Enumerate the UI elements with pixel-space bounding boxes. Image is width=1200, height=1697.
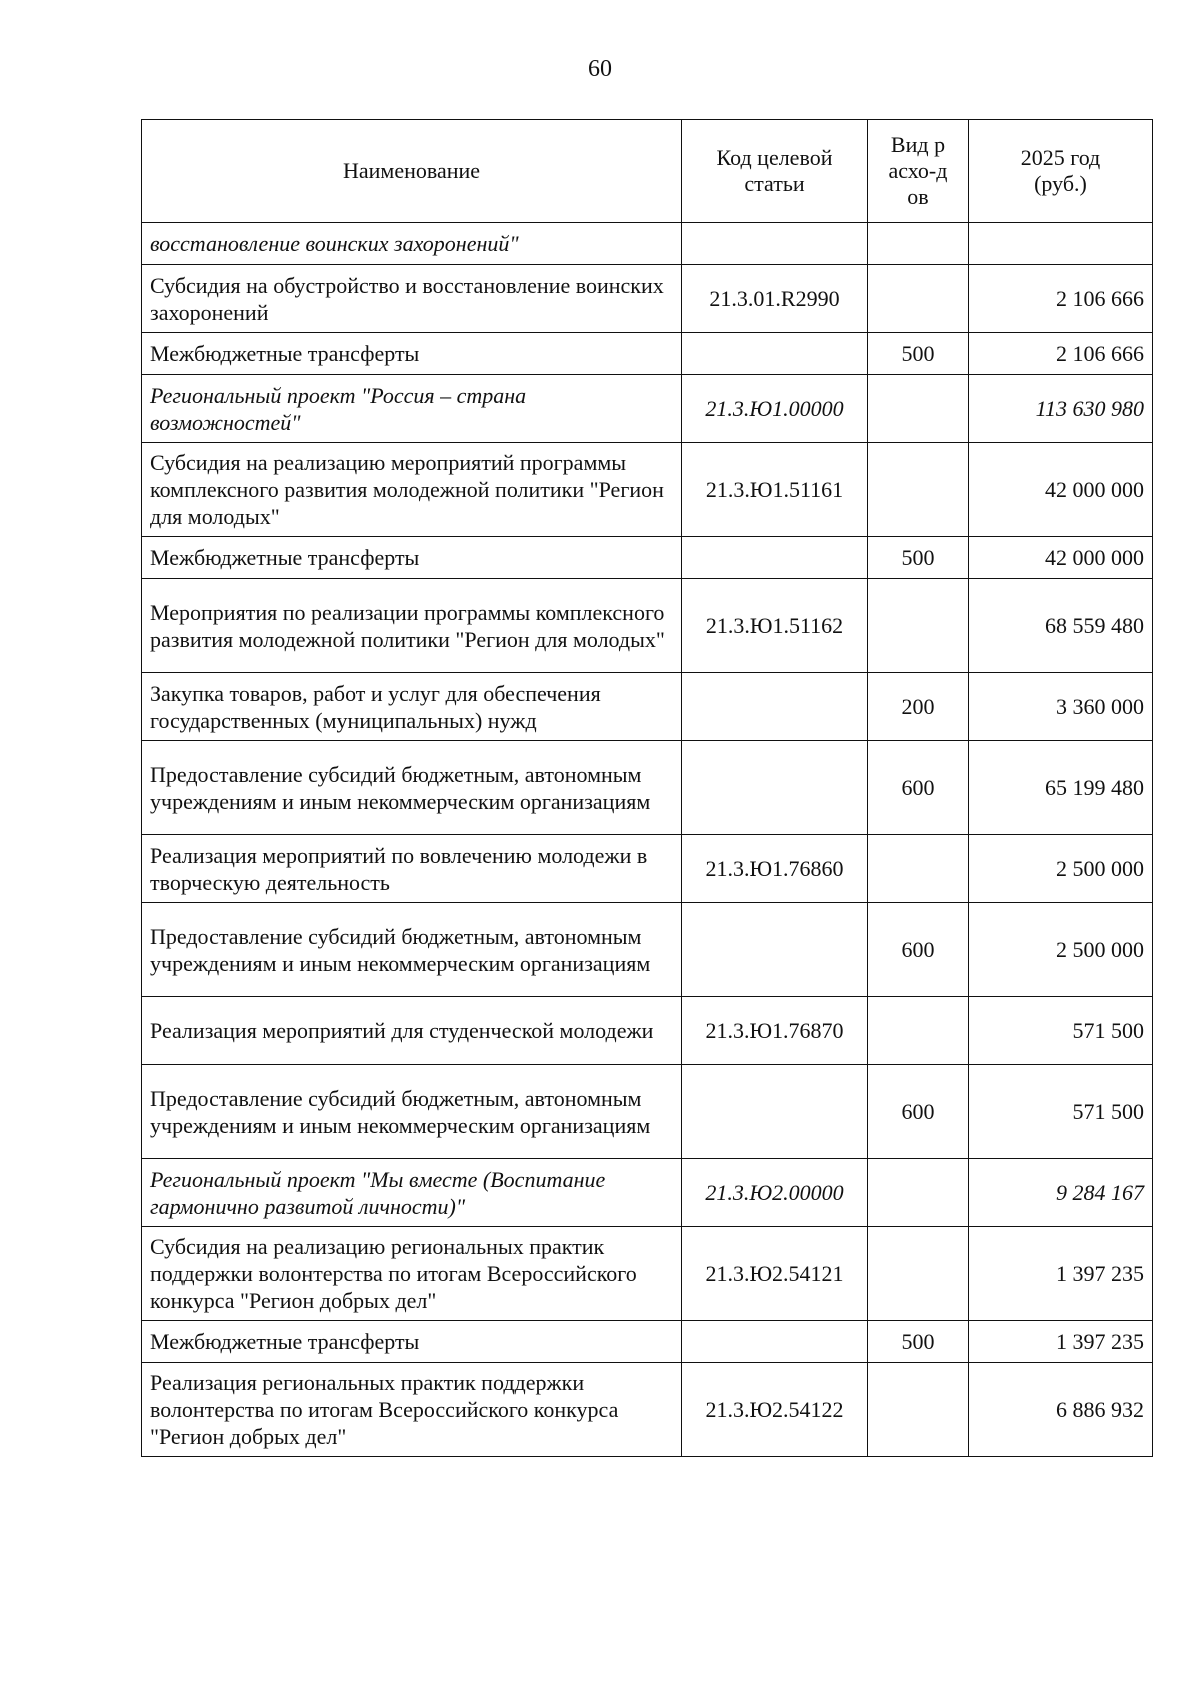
- row-code-cell: [682, 903, 868, 997]
- row-amount-cell: 571 500: [969, 997, 1153, 1065]
- row-amount-cell: 2 106 666: [969, 333, 1153, 375]
- row-amount-cell: 3 360 000: [969, 673, 1153, 741]
- row-amount-cell: 2 500 000: [969, 903, 1153, 997]
- row-name-cell: Реализация мероприятий для студенческой молодежи: [142, 997, 682, 1065]
- row-type-cell: 500: [868, 333, 969, 375]
- table-row: [142, 673, 1153, 741]
- row-name-cell: восстановление воинских захоронений": [142, 223, 682, 265]
- row-type-cell: 600: [868, 1065, 969, 1159]
- row-amount-cell: 2 106 666: [969, 265, 1153, 333]
- table-row: [142, 997, 1153, 1065]
- row-name-cell: Межбюджетные трансферты: [142, 1321, 682, 1363]
- table-row: [142, 265, 1153, 333]
- row-code-cell: [682, 741, 868, 835]
- row-type-cell: [868, 443, 969, 537]
- row-type-cell: [868, 835, 969, 903]
- row-name-cell: Региональный проект "Россия – страна возможностей": [142, 375, 682, 443]
- row-type-cell: [868, 1227, 969, 1321]
- table-body: [142, 223, 1153, 1457]
- table-row: [142, 903, 1153, 997]
- row-code-cell: [682, 223, 868, 265]
- row-amount-cell: 113 630 980: [969, 375, 1153, 443]
- row-code-cell: [682, 333, 868, 375]
- row-type-cell: 500: [868, 537, 969, 579]
- row-type-cell: 200: [868, 673, 969, 741]
- row-type-cell: [868, 579, 969, 673]
- row-type-cell: 500: [868, 1321, 969, 1363]
- row-name-cell: Предоставление субсидий бюджетным, автономным учреждениям и иным некоммерческим организациям: [142, 903, 682, 997]
- row-amount-cell: 68 559 480: [969, 579, 1153, 673]
- row-amount-cell: 6 886 932: [969, 1363, 1153, 1457]
- budget-table: [141, 119, 1153, 1457]
- row-code-cell: 21.3.Ю1.00000: [682, 375, 868, 443]
- table-row: [142, 223, 1153, 265]
- row-amount-cell: 571 500: [969, 1065, 1153, 1159]
- row-name-cell: Межбюджетные трансферты: [142, 333, 682, 375]
- row-name-cell: Предоставление субсидий бюджетным, автономным учреждениям и иным некоммерческим организациям: [142, 741, 682, 835]
- table-row: [142, 1065, 1153, 1159]
- row-name-cell: Закупка товаров, работ и услуг для обеспечения государственных (муниципальных) нужд: [142, 673, 682, 741]
- table-row: [142, 1159, 1153, 1227]
- row-code-cell: [682, 537, 868, 579]
- table-row: [142, 537, 1153, 579]
- row-code-cell: 21.3.Ю1.51162: [682, 579, 868, 673]
- row-type-cell: 600: [868, 903, 969, 997]
- row-name-cell: Субсидия на реализацию региональных практик поддержки волонтерства по итогам Всероссийского конкурса "Регион добрых дел": [142, 1227, 682, 1321]
- header-amount-text: 2025 год (руб.): [1020, 145, 1101, 196]
- header-amount: [969, 120, 1153, 223]
- row-amount-cell: 42 000 000: [969, 443, 1153, 537]
- row-type-cell: [868, 997, 969, 1065]
- row-amount-cell: 1 397 235: [969, 1227, 1153, 1321]
- table-row: [142, 375, 1153, 443]
- row-name-cell: Реализация региональных практик поддержки волонтерства по итогам Всероссийского конкурса "Регион добрых дел": [142, 1363, 682, 1457]
- table-row: [142, 579, 1153, 673]
- row-code-cell: 21.3.Ю1.76870: [682, 997, 868, 1065]
- table-row: [142, 1363, 1153, 1457]
- row-type-cell: 600: [868, 741, 969, 835]
- row-amount-cell: 1 397 235: [969, 1321, 1153, 1363]
- row-code-cell: [682, 1065, 868, 1159]
- row-amount-cell: 9 284 167: [969, 1159, 1153, 1227]
- row-type-cell: [868, 1159, 969, 1227]
- row-type-cell: [868, 375, 969, 443]
- row-name-cell: Региональный проект "Мы вместе (Воспитание гармонично развитой личности)": [142, 1159, 682, 1227]
- row-code-cell: 21.3.01.R2990: [682, 265, 868, 333]
- row-name-cell: Межбюджетные трансферты: [142, 537, 682, 579]
- header-type-text: Вид расхо-дов: [888, 132, 948, 209]
- table-row: [142, 1227, 1153, 1321]
- row-name-cell: Субсидия на реализацию мероприятий программы комплексного развития молодежной политики "Регион для молодых": [142, 443, 682, 537]
- row-amount-cell: 42 000 000: [969, 537, 1153, 579]
- table-row: [142, 443, 1153, 537]
- row-code-cell: 21.3.Ю2.54122: [682, 1363, 868, 1457]
- header-code-text: Код целевой статьи: [716, 145, 833, 196]
- header-name-text: Наименование: [342, 158, 481, 183]
- row-name-cell: Реализация мероприятий по вовлечению молодежи в творческую деятельность: [142, 835, 682, 903]
- row-type-cell: [868, 1363, 969, 1457]
- row-code-cell: [682, 1321, 868, 1363]
- row-amount-cell: 2 500 000: [969, 835, 1153, 903]
- table-row: [142, 333, 1153, 375]
- row-name-cell: Предоставление субсидий бюджетным, автономным учреждениям и иным некоммерческим организациям: [142, 1065, 682, 1159]
- row-name-cell: Субсидия на обустройство и восстановление воинских захоронений: [142, 265, 682, 333]
- header-code: [682, 120, 868, 223]
- table-row: [142, 741, 1153, 835]
- row-type-cell: [868, 265, 969, 333]
- table-row: [142, 1321, 1153, 1363]
- page-number: 60: [588, 56, 612, 82]
- row-amount-cell: [969, 223, 1153, 265]
- row-code-cell: 21.3.Ю2.54121: [682, 1227, 868, 1321]
- row-amount-cell: 65 199 480: [969, 741, 1153, 835]
- header-name: [142, 120, 682, 223]
- row-code-cell: [682, 673, 868, 741]
- table-header-row: [142, 120, 1153, 223]
- row-type-cell: [868, 223, 969, 265]
- row-name-cell: Мероприятия по реализации программы комплексного развития молодежной политики "Регион для молодых": [142, 579, 682, 673]
- header-type: [868, 120, 969, 223]
- row-code-cell: 21.3.Ю2.00000: [682, 1159, 868, 1227]
- row-code-cell: 21.3.Ю1.76860: [682, 835, 868, 903]
- row-code-cell: 21.3.Ю1.51161: [682, 443, 868, 537]
- table-row: [142, 835, 1153, 903]
